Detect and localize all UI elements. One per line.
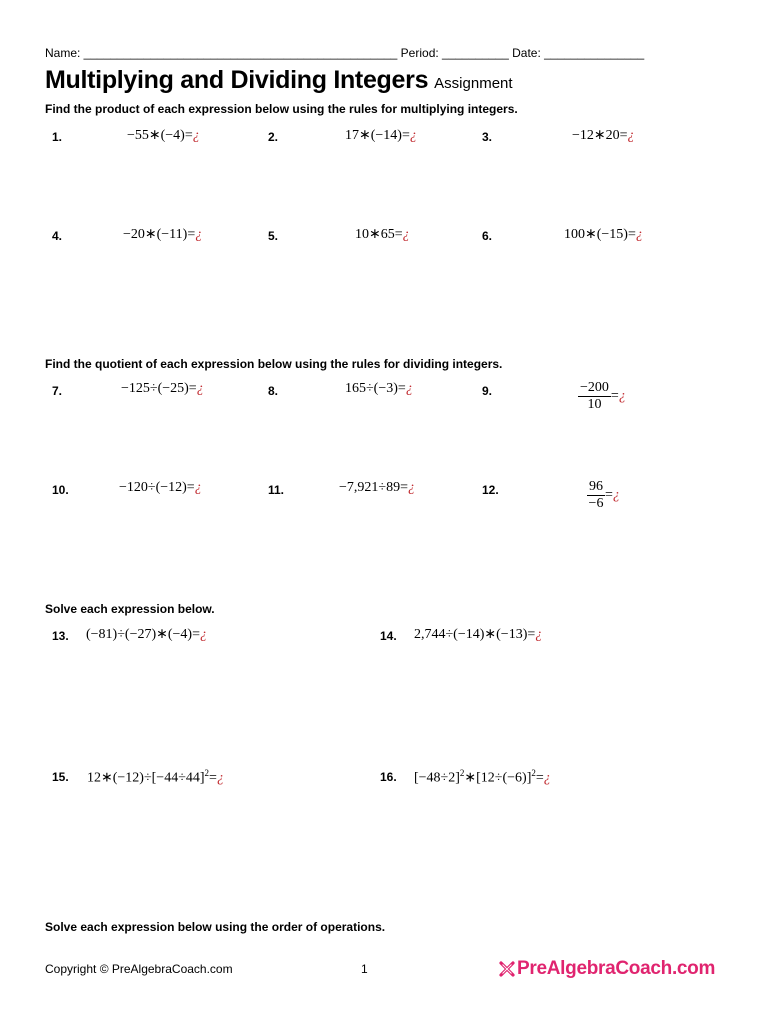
problem-expression: −55∗(−4)=¿ [127, 128, 200, 143]
problem-expression: $12∗(-12)\div[-44\div 44]^2=¿$ [87, 768, 224, 786]
problem-expression: 165÷(−3)=¿ [345, 381, 413, 396]
problem-expression: −7,921÷89=¿ [339, 480, 415, 495]
problem-number: 10. [52, 483, 69, 497]
order-of-operations-instructions: Solve each expression below using the order of operations. [45, 920, 386, 934]
name-period-date-line: Name: _______________________________________________ Period: __________ Date: _______________ [45, 46, 645, 60]
problem-number: 8. [268, 384, 279, 398]
problem-expression: $\frac{96}{-6}$ =¿ [588, 479, 620, 511]
problem-expression: −125÷(−25)=¿ [121, 381, 204, 396]
problem-number: 13. [52, 629, 69, 643]
answer-mark: ¿ [196, 381, 204, 396]
answer-mark: ¿ [543, 770, 551, 786]
problem-expression: −12∗20=¿ [572, 128, 635, 143]
multiply-instructions: Find the product of each expression below using the rules for multiplying integers. [45, 102, 518, 116]
answer-mark: ¿ [195, 227, 203, 242]
problem-expression: 2,744÷(−14)∗(−13)=¿ [414, 627, 543, 642]
problem-number: 7. [52, 384, 63, 398]
solve-instructions: Solve each expression below. [45, 602, 215, 616]
problem-number: 4. [52, 229, 63, 243]
problem-number: 11. [268, 483, 285, 497]
page-number: 1 [361, 962, 368, 976]
title-text: Multiplying and Dividing Integers [45, 66, 429, 94]
answer-mark: ¿ [627, 128, 635, 143]
prealgebracoach-logo [499, 958, 715, 980]
problem-number: 15. [52, 770, 69, 784]
problem-number: 16. [380, 770, 397, 784]
answer-mark: ¿ [409, 128, 417, 143]
problem-number: 6. [482, 229, 493, 243]
answer-mark: ¿ [612, 487, 620, 503]
answer-mark: ¿ [194, 480, 202, 495]
problem-number: 14. [380, 629, 397, 643]
fraction: $\frac{96}{-6}$ [588, 479, 604, 511]
problem-number: 9. [482, 384, 493, 398]
answer-mark: ¿ [216, 770, 224, 786]
x-pencils-icon [499, 961, 515, 977]
worksheet-title [45, 66, 513, 95]
problem-expression: −20∗(−11)=¿ [123, 227, 203, 242]
divide-instructions: Find the quotient of each expression below using the rules for dividing integers. [45, 357, 503, 371]
fraction: $\frac{-200}{10}$ [580, 380, 609, 412]
answer-mark: ¿ [402, 227, 410, 242]
problem-expression: 100∗(−15)=¿ [564, 227, 643, 242]
copyright-notice: Copyright © PreAlgebraCoach.com [45, 962, 233, 976]
problem-number: 5. [268, 229, 279, 243]
answer-mark: ¿ [405, 381, 413, 396]
problem-number: 1. [52, 130, 63, 144]
answer-mark: ¿ [407, 480, 415, 495]
problem-number: 3. [482, 130, 493, 144]
logo-text: PreAlgebraCoach.com [517, 958, 716, 979]
answer-mark: ¿ [535, 627, 543, 642]
answer-mark: ¿ [635, 227, 643, 242]
problem-expression: (−81)÷(−27)∗(−4)=¿ [86, 627, 207, 642]
answer-mark: ¿ [199, 627, 207, 642]
problem-number: 2. [268, 130, 279, 144]
problem-expression: −120÷(−12)=¿ [119, 480, 202, 495]
problem-expression: 17∗(−14)=¿ [345, 128, 417, 143]
answer-mark: ¿ [618, 388, 626, 404]
problem-number: 12. [482, 483, 499, 497]
worksheet-subtitle: Assignment [434, 75, 513, 92]
problem-expression: $[-48\div 2]^2∗[12\div(-6)]^2=¿$ [414, 768, 551, 786]
problem-expression: $\frac{-200}{10}$ =¿ [580, 380, 626, 412]
answer-mark: ¿ [192, 128, 200, 143]
problem-expression: 10∗65=¿ [355, 227, 410, 242]
